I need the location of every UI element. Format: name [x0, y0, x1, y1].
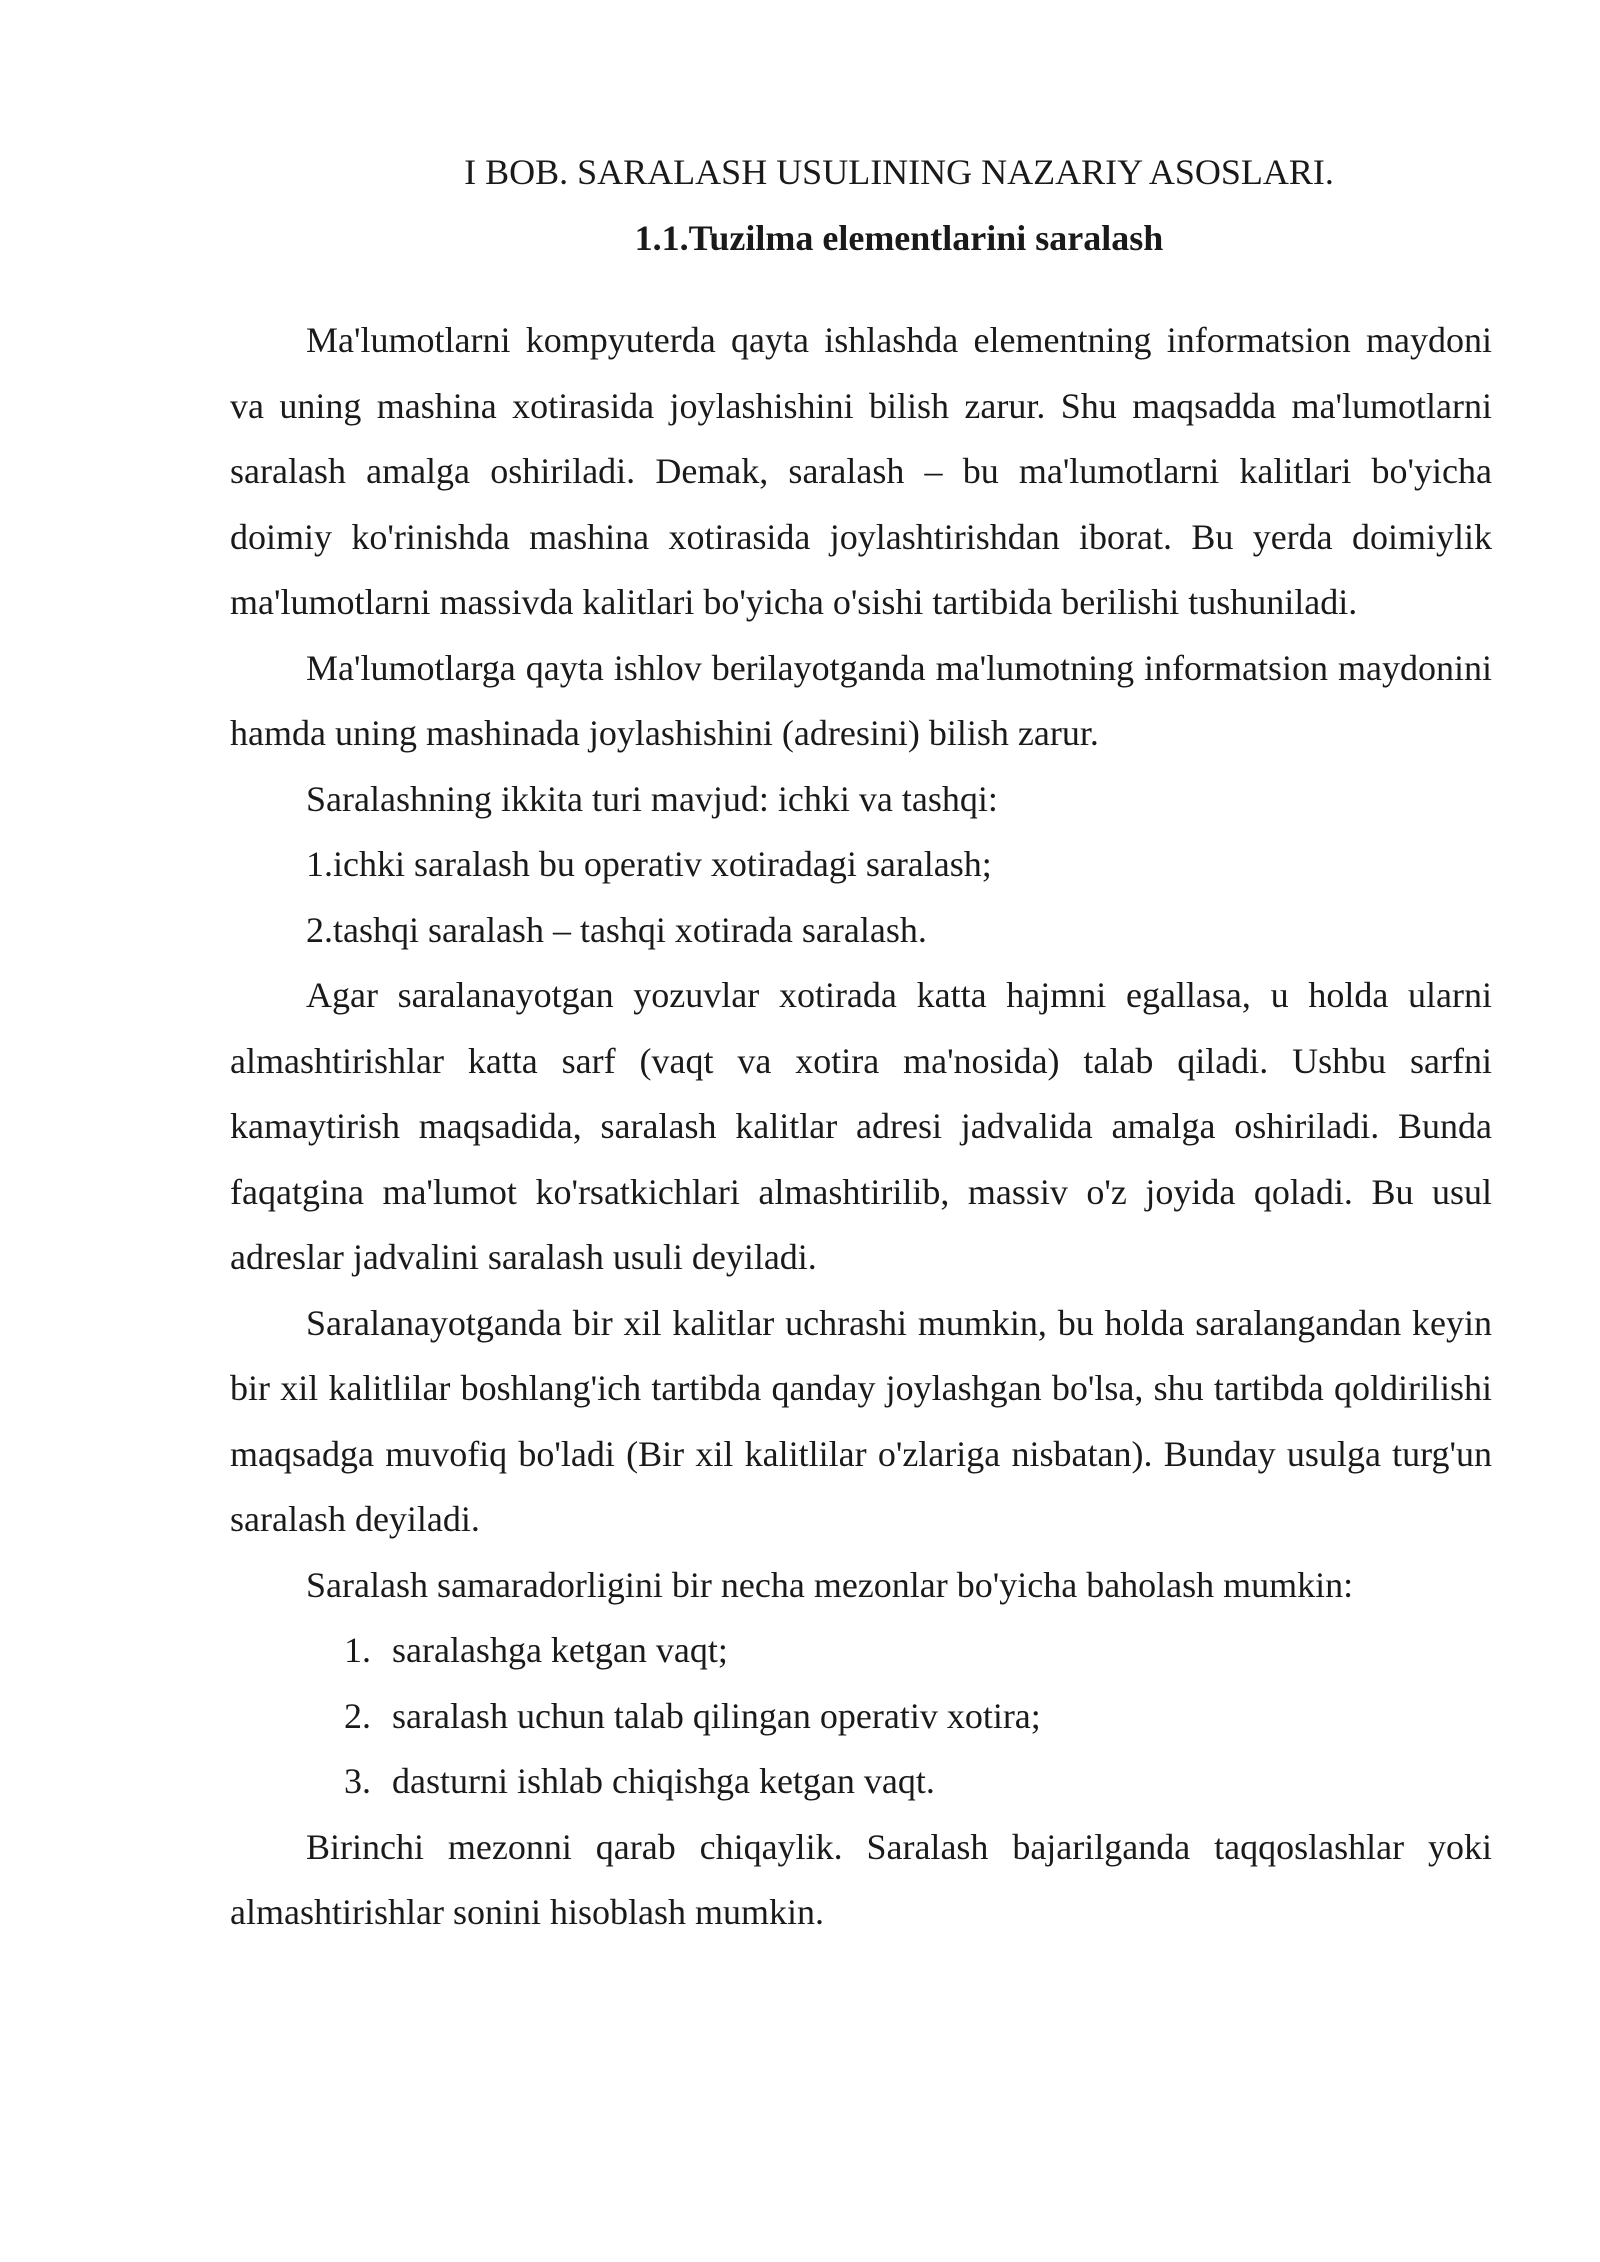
- list-item-number: 3.: [344, 1761, 371, 1801]
- paragraph-sort-types: Saralashning ikkita turi mavjud: ichki va tashqi:: [306, 778, 998, 819]
- paragraph-intro: Ma'lumotlarni kompyuterda qayta ishlashda elementning informatsion maydoni va uning mashina xotirasida joylashishini bilish zarur. Shu maqsadda ma'lumotlarni saralash amalga oshiriladi. Demak, saralash – bu ma'lumotlarni kalitlari bo'yicha doimiy ko'rinishda mashina xotirasida joylashtirishdan iborat. Bu yerda doimiylik ma'lumotlarni massivda kalitlari bo'yicha o'sishi tartibida berilishi tushuniladi.: [230, 320, 1492, 622]
- list-item-text: dasturni ishlab chiqishga ketgan vaqt.: [392, 1761, 935, 1801]
- paragraph-data-processing: Ma'lumotlarga qayta ishlov berilayotganda ma'lumotning informatsion maydonini hamda uning mashinada joylashishini (adresini) bilish zarur.: [230, 647, 1492, 753]
- sort-type-internal: 1.ichki saralash bu operativ xotiradagi saralash;: [306, 844, 992, 884]
- sort-type-external: 2.tashqi saralash – tashqi xotirada saralash.: [306, 909, 927, 950]
- list-item: [230, 1684, 1492, 1750]
- paragraph-stable-sort: Saralanayotganda bir xil kalitlar uchrashi mumkin, bu holda saralangandan keyin bir xil kalitlilar boshlang'ich tartibda qanday joylashgan bo'lsa, shu tartibda qoldirilishi maqsadga muvofiq bo'ladi (Bir xil kalitlilar o'zlariga nisbatan). Bunday usulga turg'un saralash deyiladi.: [230, 1302, 1492, 1539]
- list-item-text: saralash uchun talab qilingan operativ xotira;: [392, 1695, 1041, 1736]
- list-item: [230, 1618, 1492, 1684]
- paragraph-address-table: Agar saralanayotgan yozuvlar xotirada katta hajmni egallasa, u holda ularni almashtirishlar katta sarf (vaqt va xotira ma'nosida) talab qiladi. Ushbu sarfni kamaytirish maqsadida, saralash kalitlar adresi jadvalida amalga oshiriladi. Bunda faqatgina ma'lumot ko'rsatkichlari almashtirilib, massiv o'z joyida qoladi. Bu usul adreslar jadvalini saralash usuli deyiladi.: [230, 975, 1492, 1277]
- list-item-text: saralashga ketgan vaqt;: [392, 1630, 728, 1670]
- list-item-number: 2.: [344, 1695, 371, 1736]
- section-title: 1.1.Tuzilma elementlarini saralash: [634, 218, 1164, 258]
- criteria-list: [230, 1618, 1492, 1815]
- document-page: [230, 150, 1492, 1946]
- paragraph-criteria-intro: Saralash samaradorligini bir necha mezonlar bo'yicha baholash mumkin:: [306, 1564, 1354, 1605]
- list-item: [230, 1749, 1492, 1815]
- chapter-title: I BOB. SARALASH USULINING NAZARIY ASOSLARI.: [464, 152, 1334, 192]
- list-item-number: 1.: [344, 1630, 371, 1670]
- paragraph-first-criterion: Birinchi mezonni qarab chiqaylik. Saralash bajarilganda taqqoslashlar yoki almashtirishlar sonini hisoblash mumkin.: [230, 1826, 1492, 1932]
